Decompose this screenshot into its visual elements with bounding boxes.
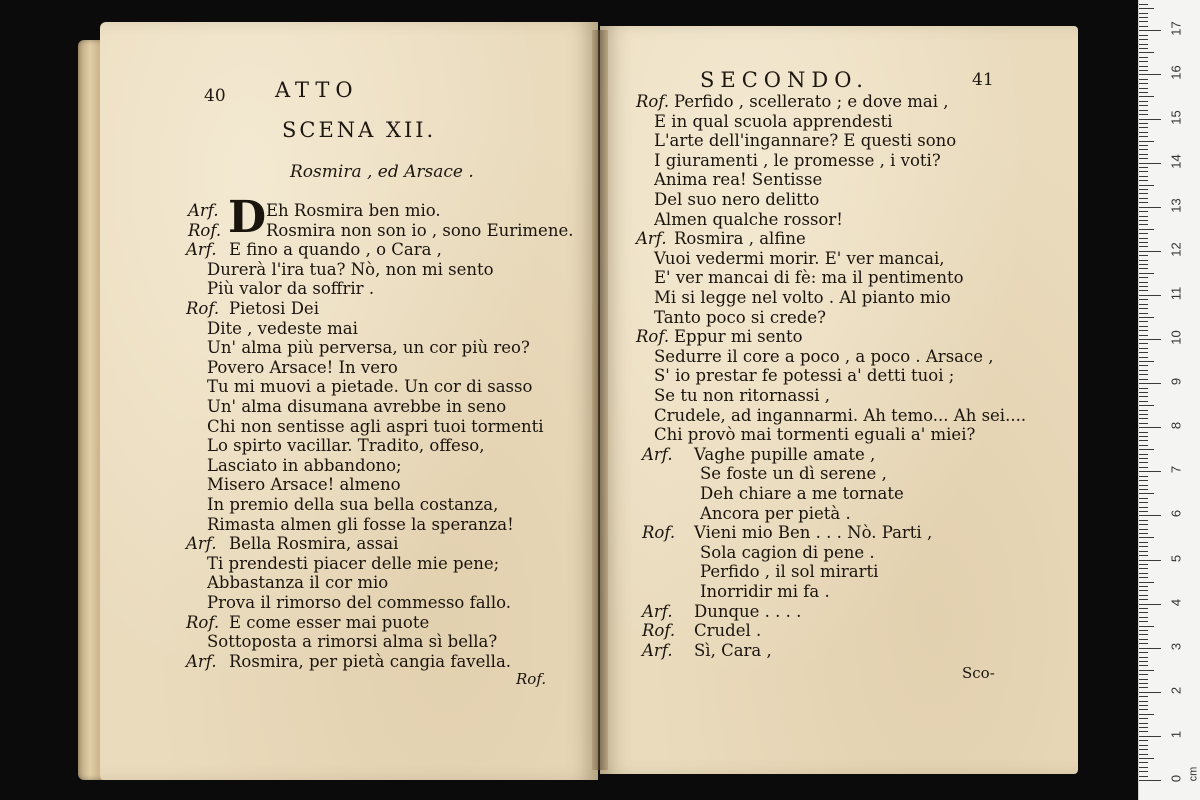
ruler-tick	[1139, 462, 1148, 463]
ruler-tick	[1139, 604, 1161, 605]
ruler-tick	[1139, 26, 1148, 27]
ruler-tick	[1139, 370, 1148, 371]
ruler-tick	[1139, 502, 1148, 503]
verse-line: Vieni mio Ben . . . Nò. Parti ,	[694, 523, 933, 543]
ruler-tick	[1139, 740, 1148, 741]
speaker-label: Arf.	[186, 240, 217, 260]
ruler-tick	[1139, 167, 1148, 168]
speaker-label: Rof.	[636, 327, 670, 347]
verse-line: Rosmira, per pietà cangia favella.	[229, 651, 512, 671]
ruler-tick	[1139, 652, 1148, 653]
ruler-tick	[1139, 193, 1148, 194]
ruler-tick	[1139, 13, 1148, 14]
ruler-tick	[1139, 35, 1148, 36]
ruler-tick	[1139, 264, 1148, 265]
ruler-tick	[1139, 542, 1148, 543]
ruler-tick	[1139, 224, 1148, 225]
verse-line: Dite , vedeste mai	[207, 318, 358, 338]
scene-heading: SCENA XII.	[282, 118, 437, 142]
ruler-tick	[1139, 533, 1148, 534]
verse-line: In premio della sua bella costanza,	[207, 495, 499, 514]
ruler-tick	[1139, 286, 1148, 287]
ruler-tick	[1139, 648, 1161, 649]
ruler-number: 2	[1168, 686, 1184, 694]
ruler-tick	[1139, 687, 1148, 688]
ruler-number: 10	[1168, 330, 1184, 345]
verse-line: Perfido , il sol mirarti	[700, 562, 879, 582]
ruler-tick	[1139, 202, 1148, 203]
verse-line: Misero Arsace! almeno	[207, 475, 401, 495]
ruler-tick	[1139, 493, 1154, 494]
ruler-tick	[1139, 736, 1161, 737]
speaker-label: Arf.	[642, 640, 673, 660]
ruler-tick	[1139, 211, 1148, 212]
ruler-number: 16	[1168, 65, 1184, 81]
ruler-tick	[1139, 383, 1161, 384]
ruler-tick	[1139, 180, 1148, 181]
ruler-tick	[1139, 273, 1154, 274]
verse-line: Chi non sentisse agli aspri tuoi tormenti	[207, 416, 544, 436]
verse-line: Crudele, ad ingannarmi. Ah temo... Ah sei....	[654, 405, 1027, 425]
ruler-tick	[1139, 207, 1161, 208]
verse-line: Bella Rosmira, assai	[229, 534, 399, 554]
ruler-tick	[1139, 198, 1148, 199]
ruler-tick	[1139, 767, 1148, 768]
ruler-tick	[1139, 731, 1148, 732]
verse-line: Del suo nero delitto	[654, 190, 820, 209]
ruler-tick	[1139, 66, 1148, 67]
right-page-number: 41	[972, 70, 994, 90]
ruler-tick	[1139, 480, 1148, 481]
ruler-tick	[1139, 127, 1148, 128]
ruler-tick	[1139, 683, 1148, 684]
book-gutter	[592, 30, 608, 770]
ruler-tick	[1139, 661, 1148, 662]
speaker-label: Rof.	[636, 92, 670, 111]
ruler-number: 14	[1168, 153, 1184, 169]
ruler-tick	[1139, 745, 1148, 746]
ruler-tick	[1139, 317, 1154, 318]
ruler-tick	[1139, 304, 1148, 305]
ruler-tick	[1139, 449, 1154, 450]
ruler-tick	[1139, 727, 1148, 728]
ruler-number: 12	[1168, 242, 1184, 257]
ruler-tick	[1139, 608, 1148, 609]
ruler-tick	[1139, 670, 1154, 671]
ruler-tick	[1139, 119, 1161, 120]
speaker-label: Arf.	[642, 444, 673, 464]
ruler-tick	[1139, 74, 1161, 75]
ruler-tick	[1139, 374, 1148, 375]
ruler-tick	[1139, 709, 1148, 710]
speaker-label: Arf.	[636, 229, 667, 249]
verse-line: L'arte dell'ingannare? E questi sono	[654, 131, 957, 151]
ruler-tick	[1139, 96, 1154, 97]
ruler-tick	[1139, 145, 1148, 146]
ruler-tick	[1139, 70, 1148, 71]
right-catchword: Sco-	[962, 664, 995, 682]
ruler-tick	[1139, 410, 1148, 411]
ruler-tick	[1139, 634, 1148, 635]
ruler-unit: cm	[1187, 766, 1200, 782]
ruler-tick	[1139, 101, 1148, 102]
ruler-tick	[1139, 48, 1148, 49]
ruler-tick	[1139, 326, 1148, 327]
ruler-tick	[1139, 674, 1148, 675]
ruler-number: 1	[1168, 730, 1184, 739]
ruler-tick	[1139, 30, 1161, 31]
ruler-tick	[1139, 379, 1148, 380]
ruler-tick	[1139, 590, 1148, 591]
ruler-tick	[1139, 418, 1148, 419]
verse-line: Se tu non ritornassi ,	[654, 386, 831, 405]
ruler-tick	[1139, 643, 1148, 644]
verse-line: Se foste un dì serene ,	[700, 464, 887, 484]
ruler-tick	[1139, 352, 1148, 353]
verse-line: Sì, Cara ,	[694, 640, 772, 660]
left-page-number: 40	[204, 86, 226, 106]
ruler-tick	[1139, 489, 1148, 490]
ruler-tick	[1139, 754, 1148, 755]
speaker-label: Arf.	[186, 534, 217, 554]
verse-line: Ti prendesti piacer delle mie pene;	[207, 553, 500, 573]
ruler-tick	[1139, 396, 1148, 397]
ruler-tick	[1139, 158, 1148, 159]
ruler-tick	[1139, 268, 1148, 269]
verse-line: I giuramenti , le promesse , i voti?	[654, 150, 941, 170]
ruler-tick	[1139, 123, 1148, 124]
ruler-tick	[1139, 776, 1148, 777]
verse-line: Perfido , scellerato ; e dove mai ,	[674, 92, 949, 111]
verse-line: E in qual scuola apprendesti	[654, 111, 893, 131]
ruler-tick	[1139, 577, 1148, 578]
ruler-tick	[1139, 555, 1148, 556]
ruler-tick	[1139, 617, 1148, 618]
ruler-tick	[1139, 714, 1154, 715]
ruler-tick	[1139, 110, 1148, 111]
speaker-label: Arf.	[642, 601, 673, 621]
ruler-tick	[1139, 762, 1148, 763]
scene-characters: Rosmira , ed Arsace .	[290, 162, 474, 182]
ruler-number: 8	[1168, 422, 1184, 430]
ruler-number: 15	[1168, 109, 1184, 125]
verse-line: E come esser mai puote	[229, 612, 430, 632]
ruler-tick	[1139, 427, 1161, 428]
ruler-tick	[1139, 4, 1148, 5]
verse-line: Chi provò mai tormenti eguali a' miei?	[654, 425, 976, 445]
verse-line: Un' alma più perversa, un cor più reo?	[207, 338, 530, 358]
ruler-number: 6	[1168, 510, 1184, 518]
speaker-label: Rof.	[188, 220, 222, 240]
ruler-tick	[1139, 705, 1148, 706]
ruler-tick	[1139, 723, 1148, 724]
ruler-tick	[1139, 17, 1148, 18]
ruler-number: 9	[1168, 377, 1184, 386]
speaker-label: Rof.	[186, 299, 220, 318]
ruler-tick	[1139, 229, 1154, 230]
ruler-tick	[1139, 440, 1148, 441]
ruler-tick	[1139, 573, 1148, 574]
ruler-tick	[1139, 57, 1148, 58]
verse-line: Crudel .	[694, 621, 762, 641]
ruler-tick	[1139, 405, 1154, 406]
ruler-tick	[1139, 564, 1148, 565]
left-catchword: Rof.	[516, 670, 547, 688]
ruler-tick	[1139, 551, 1148, 552]
verse-line: Tu mi muovi a pietade. Un cor di sasso	[207, 377, 533, 397]
ruler-tick	[1139, 92, 1148, 93]
verse-line: Rosmira , alfine	[674, 229, 806, 249]
right-running-head: SECONDO.	[700, 68, 869, 92]
ruler-tick	[1139, 88, 1148, 89]
ruler-tick	[1139, 560, 1161, 561]
ruler-tick	[1139, 136, 1148, 137]
ruler-tick	[1139, 414, 1148, 415]
ruler-tick	[1139, 529, 1148, 530]
speaker-label: Rof.	[642, 523, 676, 543]
verse-line: Rosmira non son io , sono Eurimene.	[266, 220, 574, 240]
ruler-number: 5	[1168, 554, 1184, 562]
ruler-number: 0	[1168, 774, 1184, 783]
ruler-tick	[1139, 260, 1148, 261]
ruler-tick	[1139, 436, 1148, 437]
left-running-head: ATTO	[275, 78, 359, 102]
speaker-label: Rof.	[642, 621, 676, 641]
speaker-label: Arf.	[188, 201, 219, 220]
verse-line: Almen qualche rossor!	[654, 209, 843, 229]
ruler-tick	[1139, 454, 1148, 455]
ruler-tick	[1139, 61, 1148, 62]
ruler-tick	[1139, 313, 1148, 314]
ruler-tick	[1139, 277, 1148, 278]
ruler-tick	[1139, 612, 1148, 613]
ruler-tick	[1139, 105, 1148, 106]
verse-line: Un' alma disumana avrebbe in seno	[207, 397, 507, 416]
verse-line: Rimasta almen gli fosse la speranza!	[207, 514, 514, 534]
ruler-tick	[1139, 657, 1148, 658]
ruler-tick	[1139, 295, 1161, 296]
speaker-label: Arf.	[186, 651, 217, 671]
ruler-tick	[1139, 176, 1148, 177]
verse-line: Mi si legge nel volto . Al pianto mio	[654, 288, 951, 307]
verse-line: Lasciato in abbandono;	[207, 455, 402, 475]
ruler-tick	[1139, 255, 1148, 256]
verse-line: Eppur mi sento	[674, 327, 803, 347]
verse-line: Sola cagion di pene .	[700, 542, 875, 562]
speaker-label: Rof.	[186, 612, 220, 632]
verse-line: Abbastanza il cor mio	[207, 573, 389, 593]
verse-line: Più valor da soffrir .	[207, 279, 375, 299]
verse-line: Inorridir mi fa .	[700, 582, 830, 601]
verse-line: Anima rea! Sentisse	[654, 170, 823, 190]
ruler-tick	[1139, 299, 1148, 300]
ruler-tick	[1139, 44, 1148, 45]
ruler-tick	[1139, 308, 1148, 309]
ruler-tick	[1139, 246, 1148, 247]
ruler-tick	[1139, 189, 1148, 190]
ruler-tick	[1139, 114, 1148, 115]
ruler-tick	[1139, 423, 1148, 424]
verse-line: Deh chiare a me tornate	[700, 484, 904, 503]
ruler-tick	[1139, 79, 1148, 80]
ruler-tick	[1139, 290, 1148, 291]
ruler-tick	[1139, 467, 1148, 468]
ruler-tick	[1139, 595, 1148, 596]
ruler-tick	[1139, 586, 1148, 587]
ruler-tick	[1139, 185, 1154, 186]
ruler-tick	[1139, 537, 1154, 538]
ruler-tick	[1139, 132, 1148, 133]
ruler-tick	[1139, 771, 1148, 772]
verse-line: Sedurre il core a poco , a poco . Arsace ,	[654, 346, 994, 366]
ruler-tick	[1139, 718, 1148, 719]
ruler-tick	[1139, 251, 1161, 252]
verse-line: Ancora per pietà .	[700, 503, 851, 523]
ruler-tick	[1139, 365, 1148, 366]
ruler-tick	[1139, 524, 1148, 525]
verse-line: Vaghe pupille amate ,	[694, 444, 876, 464]
ruler-tick	[1139, 780, 1161, 781]
ruler-tick	[1139, 339, 1161, 340]
ruler-tick	[1139, 432, 1148, 433]
ruler-number: 13	[1168, 197, 1184, 213]
ruler-tick	[1139, 321, 1148, 322]
verse-line: Lo spirto vacillar. Tradito, offeso,	[207, 436, 485, 456]
ruler-tick	[1139, 401, 1148, 402]
ruler-tick	[1139, 238, 1148, 239]
ruler-tick	[1139, 701, 1148, 702]
ruler-tick	[1139, 39, 1148, 40]
verse-line: Eh Rosmira ben mio.	[266, 201, 441, 220]
ruler-tick	[1139, 520, 1148, 521]
ruler-tick	[1139, 515, 1161, 516]
ruler-tick	[1139, 282, 1148, 283]
ruler-tick	[1139, 749, 1148, 750]
ruler-tick	[1139, 485, 1148, 486]
ruler-tick	[1139, 388, 1148, 389]
ruler-tick	[1139, 679, 1148, 680]
ruler-tick	[1139, 220, 1148, 221]
ruler-tick	[1139, 471, 1161, 472]
ruler-tick	[1139, 599, 1148, 600]
ruler-number: 4	[1168, 598, 1184, 606]
ruler-tick	[1139, 498, 1148, 499]
ruler-tick	[1139, 163, 1161, 164]
verse-line: Dunque . . . .	[694, 601, 802, 621]
ruler-tick	[1139, 392, 1148, 393]
ruler-tick	[1139, 154, 1148, 155]
ruler-tick	[1139, 335, 1148, 336]
ruler-tick	[1139, 582, 1154, 583]
verse-line: Durerà l'ira tua? Nò, non mi sento	[207, 259, 494, 279]
ruler-tick	[1139, 639, 1148, 640]
ruler-tick	[1139, 665, 1148, 666]
ruler-tick	[1139, 171, 1148, 172]
ruler-tick	[1139, 8, 1154, 9]
verse-line: Vuoi vedermi morir. E' ver mancai,	[654, 248, 945, 268]
ruler-tick	[1139, 141, 1154, 142]
ruler-tick	[1139, 357, 1148, 358]
ruler-tick	[1139, 568, 1148, 569]
ruler-tick	[1139, 242, 1148, 243]
ruler-tick	[1139, 149, 1148, 150]
verse-line: Sottoposta a rimorsi alma sì bella?	[207, 632, 498, 652]
verse-line: Tanto poco si crede?	[654, 307, 826, 327]
verse-line: S' io prestar fe potessi a' detti tuoi ;	[654, 366, 955, 386]
ruler-number: 7	[1168, 466, 1184, 474]
ruler-tick	[1139, 630, 1148, 631]
ruler-tick	[1139, 21, 1148, 22]
ruler-tick	[1139, 348, 1148, 349]
ruler-tick	[1139, 696, 1148, 697]
ruler-tick	[1139, 83, 1148, 84]
verse-line: Povero Arsace! In vero	[207, 357, 398, 377]
ruler-tick	[1139, 52, 1154, 53]
ruler-tick	[1139, 330, 1148, 331]
ruler-tick	[1139, 511, 1148, 512]
ruler-tick	[1139, 692, 1161, 693]
ruler-tick	[1139, 476, 1148, 477]
ruler-tick	[1139, 507, 1148, 508]
ruler-tick	[1139, 216, 1148, 217]
ruler-tick	[1139, 445, 1148, 446]
ruler-tick	[1139, 361, 1154, 362]
verse-line: Prova il rimorso del commesso fallo.	[207, 593, 511, 612]
ruler-number: 17	[1168, 21, 1184, 37]
ruler-number: 3	[1168, 642, 1184, 650]
ruler-tick	[1139, 233, 1148, 234]
ruler-tick	[1139, 621, 1148, 622]
ruler-tick	[1139, 626, 1154, 627]
drop-cap: D	[228, 192, 267, 243]
ruler-tick	[1139, 343, 1148, 344]
ruler-number: 11	[1168, 286, 1184, 301]
verse-line: E' ver mancai di fè: ma il pentimento	[654, 268, 964, 288]
ruler-tick	[1139, 758, 1154, 759]
ruler-tick	[1139, 546, 1148, 547]
verse-line: Pietosi Dei	[229, 299, 319, 318]
ruler-tick	[1139, 458, 1148, 459]
verse-line: E fino a quando , o Cara ,	[229, 240, 442, 260]
